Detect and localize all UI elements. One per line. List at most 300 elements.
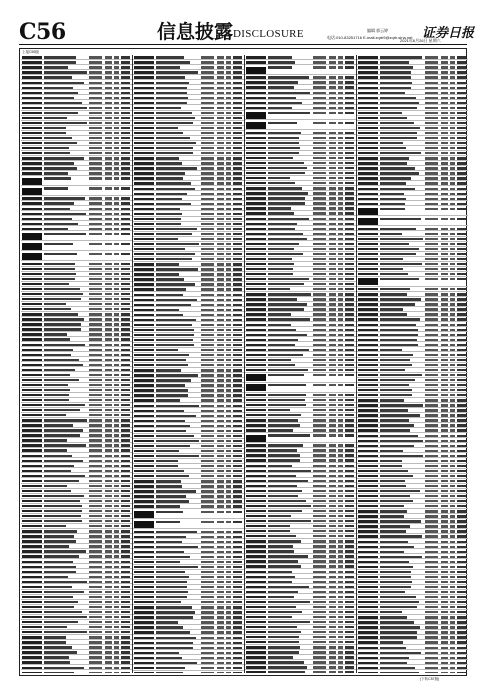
- row-cell-bar: [329, 495, 336, 497]
- row-cell-bar: [89, 651, 102, 653]
- row-cell-bar: [450, 424, 455, 426]
- section-subtitle: DISCLOSURE: [233, 28, 304, 40]
- row-cell-bar: [105, 667, 112, 669]
- row-cell-bar: [313, 258, 326, 260]
- row-code-bar: [134, 521, 154, 528]
- table-row: [133, 509, 244, 519]
- row-cell-bar: [217, 475, 224, 477]
- row-code-bar: [246, 318, 266, 320]
- row-cell-bar: [201, 460, 214, 462]
- row-name-bar: [44, 56, 76, 58]
- row-cell-bar: [441, 273, 448, 275]
- row-cell-bar: [89, 197, 102, 199]
- row-cell-bar: [226, 127, 231, 129]
- row-cell-bar: [114, 495, 119, 497]
- row-cell-bar: [233, 465, 242, 467]
- row-cell-bar: [217, 541, 224, 543]
- row-code-bar: [246, 253, 266, 255]
- row-code-bar: [246, 384, 266, 391]
- row-cell-bar: [338, 233, 343, 235]
- row-name-bar: [156, 213, 182, 215]
- row-name-bar: [268, 651, 299, 653]
- row-cell-bar: [226, 87, 231, 89]
- row-cell-bar: [217, 490, 224, 492]
- row-name-bar: [380, 419, 409, 421]
- row-cell-bar: [441, 616, 448, 618]
- row-code-bar: [358, 652, 378, 654]
- row-cell-bar: [425, 82, 438, 84]
- row-cell-bar: [217, 430, 224, 432]
- row-cell-bar: [121, 550, 130, 552]
- row-code-bar: [22, 545, 42, 547]
- row-name-bar: [156, 193, 187, 195]
- row-code-bar: [246, 591, 266, 593]
- row-cell-bar: [114, 520, 119, 522]
- row-cell-bar: [121, 283, 130, 285]
- row-name-bar: [156, 76, 185, 78]
- row-code-bar: [246, 202, 266, 204]
- row-cell-bar: [457, 435, 466, 437]
- row-cell-bar: [441, 228, 448, 230]
- row-name-bar: [268, 313, 291, 315]
- row-cell-bar: [313, 500, 326, 502]
- row-name-bar: [156, 238, 178, 240]
- row-code-bar: [134, 344, 154, 346]
- row-cell-bar: [338, 510, 343, 512]
- row-cell-bar: [226, 107, 231, 109]
- row-code-bar: [246, 162, 266, 164]
- row-cell-bar: [457, 61, 466, 63]
- row-cell-bar: [114, 167, 119, 169]
- row-cell-bar: [89, 243, 102, 245]
- row-code-bar: [22, 61, 42, 63]
- row-cell-bar: [338, 197, 343, 199]
- row-cell-bar: [338, 61, 343, 63]
- row-cell-bar: [114, 374, 119, 376]
- row-cell-bar: [329, 76, 336, 78]
- row-cell-bar: [425, 308, 438, 310]
- row-name-bar: [380, 273, 408, 275]
- row-cell-bar: [329, 324, 336, 326]
- row-cell-bar: [450, 318, 455, 320]
- row-name-bar: [44, 525, 66, 527]
- row-name-bar: [156, 92, 187, 94]
- row-cell-bar: [425, 505, 438, 507]
- row-code-bar: [22, 616, 42, 618]
- row-cell-bar: [226, 465, 231, 467]
- row-code-bar: [358, 606, 378, 608]
- row-cell-bar: [450, 641, 455, 643]
- row-cell-bar: [450, 228, 455, 230]
- row-code-bar: [358, 268, 378, 270]
- row-code-bar: [22, 117, 42, 119]
- row-cell-bar: [329, 419, 336, 421]
- row-cell-bar: [226, 213, 231, 215]
- row-cell-bar: [105, 641, 112, 643]
- row-cell-bar: [313, 192, 326, 194]
- row-cell-bar: [338, 92, 343, 94]
- row-cell-bar: [201, 642, 214, 644]
- row-name-bar: [268, 263, 294, 265]
- row-cell-bar: [425, 87, 438, 89]
- row-name-bar: [156, 102, 187, 104]
- row-cell-bar: [114, 359, 119, 361]
- row-cell-bar: [233, 193, 242, 195]
- row-cell-bar: [338, 596, 343, 598]
- row-cell-bar: [313, 273, 326, 275]
- row-cell-bar: [89, 61, 102, 63]
- row-cell-bar: [233, 596, 242, 598]
- row-cell-bar: [441, 596, 448, 598]
- row-code-bar: [134, 107, 154, 109]
- row-name-bar: [380, 288, 410, 290]
- row-cell-bar: [114, 616, 119, 618]
- row-code-bar: [134, 294, 154, 296]
- row-name-bar: [156, 576, 189, 578]
- row-cell-bar: [105, 495, 112, 497]
- row-cell-bar: [121, 293, 130, 295]
- row-cell-bar: [457, 107, 466, 109]
- row-code-bar: [134, 364, 154, 366]
- row-cell-bar: [441, 475, 448, 477]
- row-name-bar: [268, 666, 307, 668]
- row-cell-bar: [425, 414, 438, 416]
- row-cell-bar: [105, 571, 112, 573]
- row-name-bar: [156, 586, 187, 588]
- row-cell-bar: [217, 334, 224, 336]
- row-cell-bar: [457, 218, 466, 220]
- row-cell-bar: [425, 384, 438, 386]
- row-code-bar: [246, 243, 266, 245]
- table-column-4: [357, 55, 468, 673]
- row-cell-bar: [425, 349, 438, 351]
- row-name-bar: [44, 586, 72, 588]
- row-code-bar: [134, 339, 154, 341]
- row-name-bar: [156, 631, 190, 633]
- row-cell-bar: [121, 561, 130, 563]
- row-cell-bar: [425, 107, 438, 109]
- row-code-bar: [246, 545, 266, 547]
- row-code-bar: [358, 122, 378, 124]
- row-code-bar: [22, 66, 42, 68]
- row-name-bar: [156, 304, 191, 306]
- row-cell-bar: [457, 546, 466, 548]
- row-cell-bar: [345, 177, 354, 179]
- row-code-bar: [358, 228, 378, 230]
- row-name-bar: [156, 283, 195, 285]
- row-cell-bar: [345, 429, 354, 431]
- row-cell-bar: [457, 97, 466, 99]
- row-name-bar: [156, 127, 178, 129]
- row-cell-bar: [425, 369, 438, 371]
- row-cell-bar: [114, 253, 119, 255]
- row-code-bar: [358, 546, 378, 548]
- row-code-bar: [246, 414, 266, 416]
- row-cell-bar: [313, 66, 326, 68]
- row-code-bar: [246, 102, 266, 104]
- row-cell-bar: [89, 213, 102, 215]
- row-cell-bar: [89, 500, 102, 502]
- row-cell-bar: [457, 455, 466, 457]
- row-cell-bar: [338, 530, 343, 532]
- row-cell-bar: [450, 596, 455, 598]
- row-name-bar: [44, 213, 86, 215]
- row-cell-bar: [114, 228, 119, 230]
- row-name-bar: [44, 122, 87, 124]
- row-cell-bar: [457, 581, 466, 583]
- row-name-bar: [268, 349, 309, 351]
- row-cell-bar: [345, 601, 354, 603]
- row-cell-bar: [450, 465, 455, 467]
- row-cell-bar: [114, 278, 119, 280]
- row-code-bar: [22, 167, 42, 169]
- row-cell-bar: [329, 444, 336, 446]
- row-cell-bar: [441, 288, 448, 290]
- row-code-bar: [246, 157, 266, 159]
- row-cell-bar: [338, 192, 343, 194]
- row-code-bar: [358, 303, 378, 305]
- row-cell-bar: [425, 238, 438, 240]
- row-cell-bar: [338, 419, 343, 421]
- row-code-bar: [246, 212, 266, 214]
- row-cell-bar: [313, 626, 326, 628]
- row-cell-bar: [425, 490, 438, 492]
- row-cell-bar: [201, 511, 214, 513]
- row-cell-bar: [450, 399, 455, 401]
- row-cell-bar: [201, 621, 214, 623]
- row-cell-bar: [233, 142, 242, 144]
- row-cell-bar: [345, 515, 354, 517]
- row-cell-bar: [338, 591, 343, 593]
- row-cell-bar: [121, 571, 130, 573]
- row-cell-bar: [313, 162, 326, 164]
- row-cell-bar: [89, 656, 102, 658]
- row-code-bar: [246, 97, 266, 99]
- row-cell-bar: [105, 233, 112, 235]
- row-cell-bar: [226, 561, 231, 563]
- row-cell-bar: [233, 354, 242, 356]
- row-cell-bar: [217, 374, 224, 376]
- row-cell-bar: [226, 410, 231, 412]
- row-cell-bar: [425, 127, 438, 129]
- row-cell-bar: [114, 672, 119, 673]
- row-cell-bar: [345, 197, 354, 199]
- row-cell-bar: [425, 218, 438, 220]
- row-cell-bar: [425, 162, 438, 164]
- row-code-bar: [22, 354, 42, 356]
- row-cell-bar: [114, 586, 119, 588]
- row-code-bar: [358, 66, 378, 68]
- row-cell-bar: [89, 102, 102, 104]
- row-code-bar: [22, 490, 42, 492]
- row-cell-bar: [114, 172, 119, 174]
- row-cell-bar: [233, 258, 242, 260]
- row-cell-bar: [89, 218, 102, 220]
- row-cell-bar: [329, 606, 336, 608]
- row-code-bar: [246, 172, 266, 174]
- row-code-bar: [134, 531, 154, 533]
- row-cell-bar: [457, 334, 466, 336]
- row-cell-bar: [226, 288, 231, 290]
- row-code-bar: [358, 152, 378, 154]
- row-cell-bar: [441, 636, 448, 638]
- row-cell-bar: [457, 505, 466, 507]
- row-cell-bar: [425, 182, 438, 184]
- row-code-bar: [22, 278, 42, 280]
- row-cell-bar: [121, 76, 130, 78]
- row-cell-bar: [114, 107, 119, 109]
- row-cell-bar: [329, 298, 336, 300]
- row-cell-bar: [114, 308, 119, 310]
- row-code-bar: [358, 384, 378, 386]
- row-name-bar: [156, 606, 192, 608]
- row-cell-bar: [329, 611, 336, 613]
- row-name-bar: [156, 147, 193, 149]
- row-cell-bar: [338, 167, 343, 169]
- row-cell-bar: [114, 162, 119, 164]
- row-cell-bar: [313, 666, 326, 668]
- row-cell-bar: [329, 535, 336, 537]
- row-cell-bar: [425, 541, 438, 543]
- row-cell-bar: [450, 66, 455, 68]
- row-cell-bar: [457, 616, 466, 618]
- row-cell-bar: [121, 581, 130, 583]
- row-cell-bar: [201, 611, 214, 613]
- row-name-bar: [268, 500, 306, 502]
- row-cell-bar: [121, 338, 130, 340]
- row-cell-bar: [226, 157, 231, 159]
- row-name-bar: [380, 298, 421, 300]
- row-cell-bar: [345, 354, 354, 356]
- row-cell-bar: [217, 354, 224, 356]
- row-cell-bar: [121, 359, 130, 361]
- row-cell-bar: [313, 611, 326, 613]
- row-cell-bar: [226, 233, 231, 235]
- row-name-bar: [44, 500, 80, 502]
- row-cell-bar: [338, 666, 343, 668]
- row-name-bar: [156, 107, 181, 109]
- row-cell-bar: [450, 631, 455, 633]
- row-cell-bar: [313, 212, 326, 214]
- row-cell-bar: [338, 303, 343, 305]
- row-cell-bar: [450, 404, 455, 406]
- row-cell-bar: [345, 349, 354, 351]
- row-cell-bar: [217, 132, 224, 134]
- row-cell-bar: [105, 520, 112, 522]
- row-cell-bar: [329, 283, 336, 285]
- row-cell-bar: [329, 233, 336, 235]
- row-code-bar: [358, 379, 378, 381]
- row-cell-bar: [441, 97, 448, 99]
- row-cell-bar: [441, 142, 448, 144]
- row-cell-bar: [201, 107, 214, 109]
- row-code-bar: [134, 56, 154, 58]
- row-cell-bar: [114, 177, 119, 179]
- row-cell-bar: [313, 92, 326, 94]
- row-name-bar: [44, 399, 69, 401]
- row-cell-bar: [226, 117, 231, 119]
- row-name-bar: [156, 379, 191, 381]
- row-cell-bar: [338, 495, 343, 497]
- row-name-bar: [380, 424, 414, 426]
- row-cell-bar: [329, 571, 336, 573]
- row-code-bar: [134, 329, 154, 331]
- row-cell-bar: [217, 172, 224, 174]
- row-code-bar: [358, 339, 378, 341]
- row-cell-bar: [121, 414, 130, 416]
- row-code-bar: [246, 303, 266, 305]
- row-cell-bar: [217, 228, 224, 230]
- row-cell-bar: [329, 349, 336, 351]
- row-cell-bar: [217, 61, 224, 63]
- row-cell-bar: [121, 61, 130, 63]
- row-cell-bar: [233, 475, 242, 477]
- row-name-bar: [268, 218, 309, 220]
- row-cell-bar: [114, 490, 119, 492]
- row-name-bar: [380, 233, 402, 235]
- row-cell-bar: [121, 470, 130, 472]
- row-code-bar: [246, 515, 266, 517]
- row-code-bar: [246, 263, 266, 265]
- row-cell-bar: [226, 193, 231, 195]
- row-cell-bar: [457, 611, 466, 613]
- row-cell-bar: [313, 364, 326, 366]
- row-name-bar: [380, 566, 413, 568]
- row-code-bar: [246, 152, 266, 154]
- row-cell-bar: [313, 540, 326, 542]
- row-cell-bar: [233, 556, 242, 558]
- row-cell-bar: [89, 338, 102, 340]
- row-cell-bar: [233, 601, 242, 603]
- row-code-bar: [358, 667, 378, 669]
- row-cell-bar: [457, 248, 466, 250]
- row-name-bar: [380, 218, 421, 220]
- row-cell-bar: [89, 177, 102, 179]
- row-cell-bar: [450, 298, 455, 300]
- row-name-bar: [156, 324, 192, 326]
- row-code-bar: [134, 152, 154, 154]
- row-name-bar: [268, 535, 296, 537]
- row-cell-bar: [450, 566, 455, 568]
- row-cell-bar: [89, 596, 102, 598]
- row-cell-bar: [226, 445, 231, 447]
- row-name-bar: [380, 440, 423, 442]
- row-cell-bar: [345, 374, 354, 376]
- row-code-bar: [246, 187, 266, 189]
- row-name-bar: [156, 546, 198, 548]
- row-code-bar: [246, 399, 266, 401]
- row-cell-bar: [121, 465, 130, 467]
- row-cell-bar: [441, 233, 448, 235]
- row-name-bar: [156, 97, 188, 99]
- row-name-bar: [268, 354, 303, 356]
- row-cell-bar: [121, 87, 130, 89]
- row-name-bar: [44, 651, 77, 653]
- row-cell-bar: [217, 71, 224, 73]
- row-code-bar: [22, 409, 42, 411]
- row-code-bar: [358, 485, 378, 487]
- row-code-bar: [246, 278, 266, 280]
- row-cell-bar: [338, 480, 343, 482]
- row-cell-bar: [89, 172, 102, 174]
- row-cell-bar: [425, 298, 438, 300]
- row-cell-bar: [105, 56, 112, 58]
- row-name-bar: [44, 510, 82, 512]
- row-cell-bar: [226, 460, 231, 462]
- row-cell-bar: [226, 122, 231, 124]
- row-code-bar: [358, 147, 378, 149]
- row-cell-bar: [89, 308, 102, 310]
